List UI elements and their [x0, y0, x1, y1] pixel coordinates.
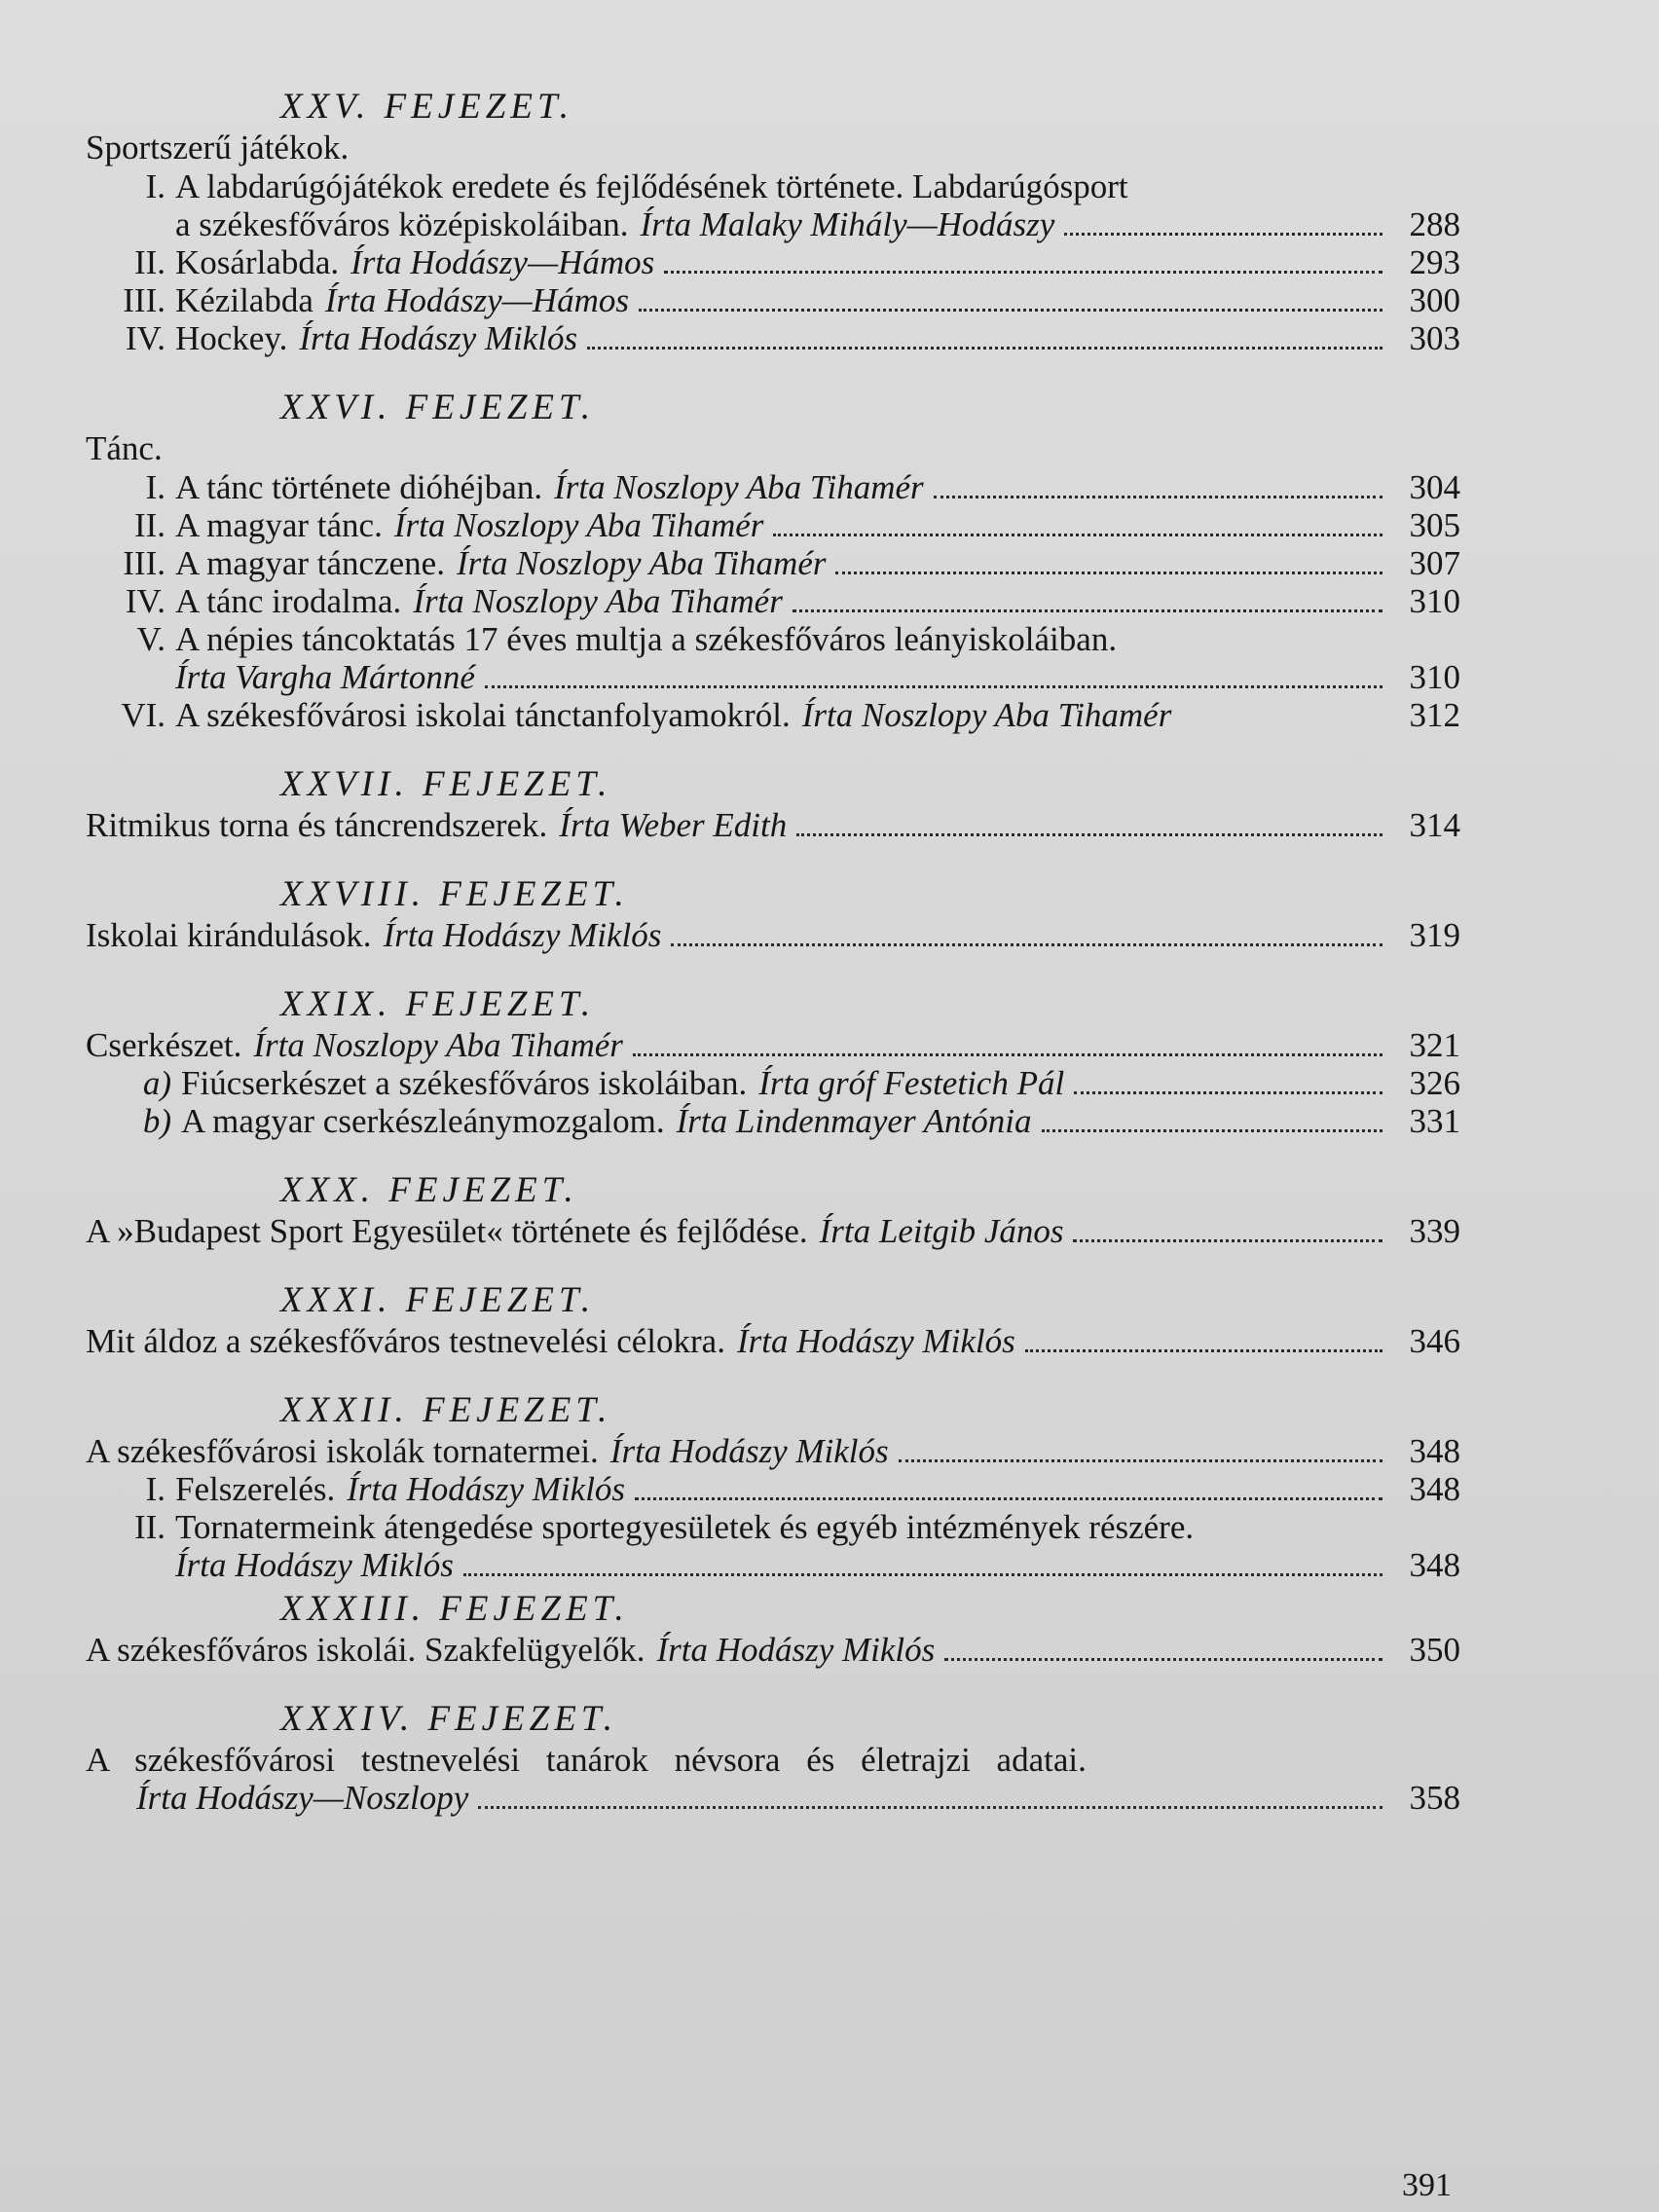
entry-author: Írta Noszlopy Aba Tihamér	[253, 1026, 623, 1064]
chapter-heading: XXV. FEJEZET.	[280, 87, 574, 127]
section-title: Sportszerű játékok.	[86, 129, 350, 166]
table-of-contents	[86, 86, 1460, 1817]
entry-text: Tornatermeink átengedése sportegyesületek és egyéb intézmények részére.	[175, 1508, 1195, 1546]
entry-author: Írta Weber Edith	[559, 806, 788, 844]
toc-entry	[86, 582, 1460, 620]
entry-text: a székesfőváros középiskoláiban.	[175, 205, 629, 243]
entry-page: 319	[1409, 916, 1460, 954]
entry-author: Írta Hodászy Miklós	[383, 916, 662, 954]
entry-number: VI.	[121, 696, 166, 734]
toc-entry	[86, 1102, 1460, 1140]
chapter-heading: XXXI. FEJEZET.	[280, 1280, 596, 1320]
dot-leader	[633, 1052, 1382, 1056]
entry-text: A székesfőváros iskolái. Szakfelügyelők.	[86, 1631, 645, 1669]
dot-leader	[1073, 1238, 1382, 1242]
entry-number: I.	[145, 468, 166, 506]
entry-page: 339	[1409, 1212, 1460, 1250]
entry-number: IV.	[125, 582, 166, 620]
dot-leader	[773, 533, 1382, 536]
toc-entry-cont	[86, 1546, 1460, 1584]
toc-entry	[86, 319, 1460, 357]
entry-text: A magyar tánc.	[175, 506, 383, 544]
entry-author: Írta Noszlopy Aba Tihamér	[456, 544, 827, 582]
entry-author: Írta Hodászy—Noszlopy	[136, 1779, 469, 1817]
entry-page: 348	[1409, 1470, 1460, 1508]
entry-page: 314	[1409, 806, 1460, 844]
entry-page: 293	[1409, 243, 1460, 281]
dot-leader	[796, 832, 1382, 836]
entry-text: Hockey.	[175, 319, 288, 357]
entry-page: 331	[1409, 1102, 1460, 1140]
toc-entry	[86, 1470, 1460, 1508]
entry-author: Írta Noszlopy Aba Tihamér	[554, 468, 924, 506]
chapter-heading: XXXIII. FEJEZET.	[280, 1589, 629, 1629]
entry-text: Fiúcserkészet a székesfőváros iskoláiban.	[181, 1064, 748, 1102]
entry-text: A magyar tánczene.	[175, 544, 445, 582]
dot-leader	[664, 270, 1382, 274]
toc-entry	[86, 1064, 1460, 1102]
dot-leader	[478, 1805, 1382, 1809]
chapter-heading: XXXIV. FEJEZET.	[280, 1699, 617, 1739]
toc-entry-cont	[86, 1779, 1460, 1817]
dot-leader	[793, 608, 1382, 612]
entry-text: A labdarúgójátékok eredete és fejlődésének története. Labdarúgósport	[175, 167, 1128, 205]
dot-leader	[934, 495, 1382, 498]
chapter-heading: XXIX. FEJEZET.	[280, 984, 596, 1024]
entry-text: Mit áldoz a székesfőváros testnevelési célokra.	[86, 1322, 725, 1360]
toc-entry	[86, 806, 1460, 844]
entry-author: Írta Hodászy Miklós	[656, 1631, 936, 1669]
entry-page: 288	[1409, 205, 1460, 243]
entry-author: Írta Malaky Mihály—Hodászy	[640, 205, 1055, 243]
entry-author: Írta Hodászy Miklós	[175, 1546, 454, 1584]
entry-author: Írta Hodászy—Hámos	[350, 243, 655, 281]
entry-page: 358	[1409, 1779, 1460, 1817]
dot-leader	[463, 1572, 1382, 1576]
dot-leader	[671, 942, 1382, 946]
entry-author: Írta Hodászy Miklós	[347, 1470, 626, 1508]
entry-author: Írta gróf Festetich Pál	[758, 1064, 1065, 1102]
entry-author: Írta Hodászy—Hámos	[324, 281, 629, 319]
chapter-heading: XXX. FEJEZET.	[280, 1170, 578, 1210]
entry-text: A tánc irodalma.	[175, 582, 402, 620]
dot-leader	[485, 684, 1382, 688]
entry-page: 348	[1409, 1432, 1460, 1470]
entry-number: III.	[123, 281, 166, 319]
chapter-heading: XXXII. FEJEZET.	[280, 1390, 612, 1430]
dot-leader	[1025, 1348, 1382, 1352]
entry-page: 307	[1409, 544, 1460, 582]
toc-entry	[86, 506, 1460, 544]
dot-leader	[639, 308, 1382, 312]
entry-author: Írta Noszlopy Aba Tihamér	[413, 582, 783, 620]
entry-number: IV.	[125, 319, 166, 357]
toc-entry	[86, 243, 1460, 281]
entry-page: 310	[1409, 582, 1460, 620]
dot-leader	[587, 346, 1382, 350]
entry-number: II.	[133, 243, 166, 281]
entry-text: A népies táncoktatás 17 éves multja a székesfőváros leányiskoláiban.	[175, 620, 1118, 658]
entry-author: Írta Noszlopy Aba Tihamér	[393, 506, 764, 544]
entry-number: V.	[136, 620, 166, 658]
entry-page: 304	[1409, 468, 1460, 506]
toc-entry-cont	[86, 658, 1460, 696]
entry-page: 350	[1409, 1631, 1460, 1669]
toc-entry	[86, 167, 1460, 205]
entry-text: A székesfővárosi iskolák tornatermei.	[86, 1432, 599, 1470]
entry-number: III.	[123, 544, 166, 582]
toc-entry	[86, 1322, 1460, 1360]
dot-leader	[835, 571, 1382, 574]
toc-entry	[86, 1432, 1460, 1470]
toc-entry	[86, 544, 1460, 582]
toc-entry	[86, 1212, 1460, 1250]
entry-text: Iskolai kirándulások.	[86, 916, 372, 954]
dot-leader	[1181, 725, 1382, 726]
entry-author: Írta Lindenmayer Antónia	[676, 1102, 1032, 1140]
section-title: Tánc.	[86, 429, 163, 467]
entry-number: I.	[145, 167, 166, 205]
entry-page: 312	[1409, 696, 1460, 734]
entry-number: a)	[142, 1064, 171, 1102]
entry-author: Írta Leitgib János	[819, 1212, 1064, 1250]
entry-page: 321	[1409, 1026, 1460, 1064]
toc-entry	[86, 1508, 1460, 1546]
entry-author: Írta Hodászy Miklós	[736, 1322, 1015, 1360]
entry-page: 326	[1409, 1064, 1460, 1102]
entry-text: A magyar cserkészleánymozgalom.	[181, 1102, 665, 1140]
entry-text: Cserkészet.	[86, 1026, 242, 1064]
entry-text: A tánc története dióhéjban.	[175, 468, 543, 506]
entry-page: 310	[1409, 658, 1460, 696]
entry-text: Felszerelés.	[175, 1470, 336, 1508]
dot-leader	[944, 1657, 1382, 1661]
chapter-heading: XXVII. FEJEZET.	[280, 764, 612, 804]
dot-leader	[1064, 232, 1382, 236]
dot-leader	[1074, 1090, 1382, 1094]
toc-entry	[86, 696, 1460, 734]
dot-leader	[899, 1458, 1382, 1462]
entry-text: Kosárlabda.	[175, 243, 340, 281]
chapter-heading: XXVI. FEJEZET.	[280, 387, 596, 427]
entry-page: 305	[1409, 506, 1460, 544]
entry-text: Kézilabda	[175, 281, 313, 319]
dot-leader	[635, 1496, 1382, 1500]
entry-number: I.	[145, 1470, 166, 1508]
entry-page: 303	[1409, 319, 1460, 357]
entry-page: 348	[1409, 1546, 1460, 1584]
toc-entry	[86, 468, 1460, 506]
entry-author: Írta Hodászy Miklós	[609, 1432, 889, 1470]
entry-text: A »Budapest Sport Egyesület« története és fejlődése.	[86, 1212, 808, 1250]
toc-entry	[86, 1631, 1460, 1669]
entry-number: II.	[133, 506, 166, 544]
toc-entry: A székesfővárosi testnevelési tanárok névsora és életrajzi adatai.	[86, 1741, 1087, 1779]
chapter-heading: XXVIII. FEJEZET.	[280, 874, 629, 914]
entry-author: Írta Noszlopy Aba Tihamér	[801, 696, 1172, 734]
toc-entry-cont	[86, 205, 1460, 243]
dot-leader	[1042, 1128, 1382, 1132]
entry-page: 300	[1409, 281, 1460, 319]
entry-author: Írta Vargha Mártonné	[175, 658, 475, 696]
toc-entry	[86, 916, 1460, 954]
entry-text: A székesfővárosi iskolai tánctanfolyamokról.	[175, 696, 791, 734]
toc-entry	[86, 1026, 1460, 1064]
entry-number: II.	[133, 1508, 166, 1546]
entry-text: Ritmikus torna és táncrendszerek.	[86, 806, 548, 844]
toc-entry	[86, 620, 1460, 658]
entry-author: Írta Hodászy Miklós	[299, 319, 578, 357]
page-number: 391	[1402, 2167, 1452, 2203]
entry-number: b)	[142, 1102, 171, 1140]
toc-entry	[86, 281, 1460, 319]
entry-page: 346	[1409, 1322, 1460, 1360]
